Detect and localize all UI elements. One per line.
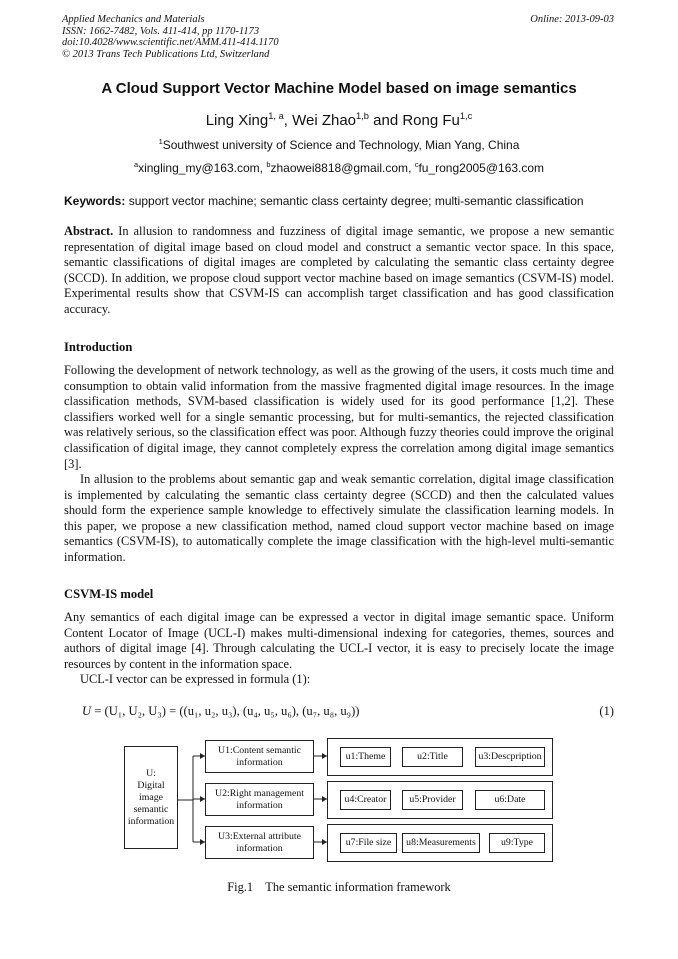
- csvm-paragraph-2: UCL-I vector can be expressed in formula (1):: [80, 672, 311, 686]
- email-link[interactable]: zhaowei8818@gmail.com: [270, 161, 409, 175]
- email-mark: b: [266, 160, 271, 169]
- intro-paragraph-2: In allusion to the problems about semantic gap and weak semantic correlation, digital image classification is implemented by calculating the semantic class certainty degree (SCCD) and then the calculated values should form the experience sample knowledge to effectively simulate the classification learning models. In this paper, we propose a new classification method, named cloud support vector machine based on image semantics (CSVM-IS), to automatically complete the image classification with the high-level multi-semantic information.: [64, 472, 614, 564]
- item-node-u3: u3:Descpription: [475, 747, 545, 767]
- item-node-u7: u7:File size: [340, 833, 397, 853]
- item-node-u2: u2:Title: [402, 747, 463, 767]
- keywords-label: Keywords:: [64, 194, 126, 208]
- formula-body: = (U₁, U₂, U₃) = ((u₁, u₂, u₃), (u₄, u₅, u₆), (u₇, u₈, u₉)): [91, 704, 360, 718]
- item-node-u9: u9:Type: [489, 833, 545, 853]
- email-separator: ,: [259, 161, 267, 175]
- group-node-u3: U3:External attribute information: [205, 826, 314, 859]
- author-separator: and: [368, 112, 403, 129]
- abstract-text: In allusion to randomness and fuzziness of digital image semantic, we propose a new semantic representation of digital image based on cloud model and construct a semantic vector space. In this space, semantic classifications of digital images are completed by calculating the semantic class certainty degree (SCCD). In addition, we propose cloud support vector machine based on image semantics (CSVM-IS) model. Experimental results show that CSVM-IS can accomplish target classification and has good classification accuracy.: [64, 224, 614, 316]
- affiliation-mark: 1: [158, 137, 163, 146]
- email-mark: a: [133, 160, 139, 169]
- affiliation-text: Southwest university of Science and Technology, Mian Yang, China: [162, 138, 520, 152]
- section-heading-csvm: CSVM-IS model: [64, 587, 154, 601]
- issn-line: ISSN: 1662-7482, Vols. 411-414, pp 1170-1173: [62, 25, 260, 37]
- author-affil-mark: 1,b: [356, 111, 369, 121]
- group-node-u2: U2:Right management information: [205, 783, 314, 816]
- figure-caption: Fig.1 The semantic information framework: [227, 880, 451, 894]
- group-node-u1: U1:Content semantic information: [205, 740, 314, 773]
- intro-paragraph-1: Following the development of network technology, as well as the growing of the users, it costs much time and consumption to obtain valid information from the massive fragmented digital image resources. In the image classification methods, SVM-based classification is widely used for its good performance [1,2]. These classifiers worked well for a single semantic processing, but for multi-semantics, the rejected classification was relatively serious, so the classification effect was poor. Although fuzzy theories could improve the original classification of digital image, they cannot completely express the correlation among digital image semantics [3].: [64, 363, 614, 471]
- paper-title: A Cloud Support Vector Machine Model based on image semantics: [101, 80, 577, 97]
- author-affil-mark: 1, a: [268, 111, 284, 121]
- item-node-u1: u1:Theme: [340, 747, 391, 767]
- author-name: Rong Fu: [402, 112, 460, 129]
- item-node-u5: u5:Provider: [402, 790, 463, 810]
- item-node-u4: u4:Creator: [340, 790, 391, 810]
- keywords-text: support vector machine; semantic class certainty degree; multi-semantic classification: [125, 194, 584, 208]
- journal-name: Applied Mechanics and Materials: [62, 14, 205, 25]
- author-affil-mark: 1,c: [459, 111, 473, 121]
- abstract-label: Abstract.: [64, 224, 114, 238]
- formula-lhs: U: [82, 704, 92, 718]
- equation-number: (1): [599, 704, 614, 718]
- root-node: U: Digital image semantic information: [124, 746, 178, 849]
- csvm-paragraph-1: Any semantics of each digital image can be expressed a vector in digital image semantic space. Uniform Content Locator of Image (UCL-I) makes multi-dimensional indexing for categories, themes, sources and authors of digital image [4]. Through calculating the UCL-I vector, it is easy to precisely locate the image resources by content in the information space.: [64, 610, 614, 671]
- author-name: Wei Zhao: [292, 112, 357, 129]
- email-link[interactable]: fu_rong2005@163.com: [418, 161, 545, 175]
- author-name: Ling Xing: [205, 112, 269, 129]
- doi-line: doi:10.4028/www.scientific.net/AMM.411-414.1170: [62, 37, 279, 49]
- section-heading-introduction: Introduction: [64, 340, 133, 354]
- copyright-line: © 2013 Trans Tech Publications Ltd, Switzerland: [62, 48, 270, 60]
- email-separator: ,: [408, 161, 415, 175]
- online-date: Online: 2013-09-03: [530, 14, 614, 25]
- item-node-u8: u8:Measurements: [402, 833, 480, 853]
- author-separator: ,: [283, 112, 293, 129]
- email-mark: c: [414, 160, 419, 169]
- email-link[interactable]: xingling_my@163.com: [138, 161, 260, 175]
- item-node-u6: u6:Date: [475, 790, 545, 810]
